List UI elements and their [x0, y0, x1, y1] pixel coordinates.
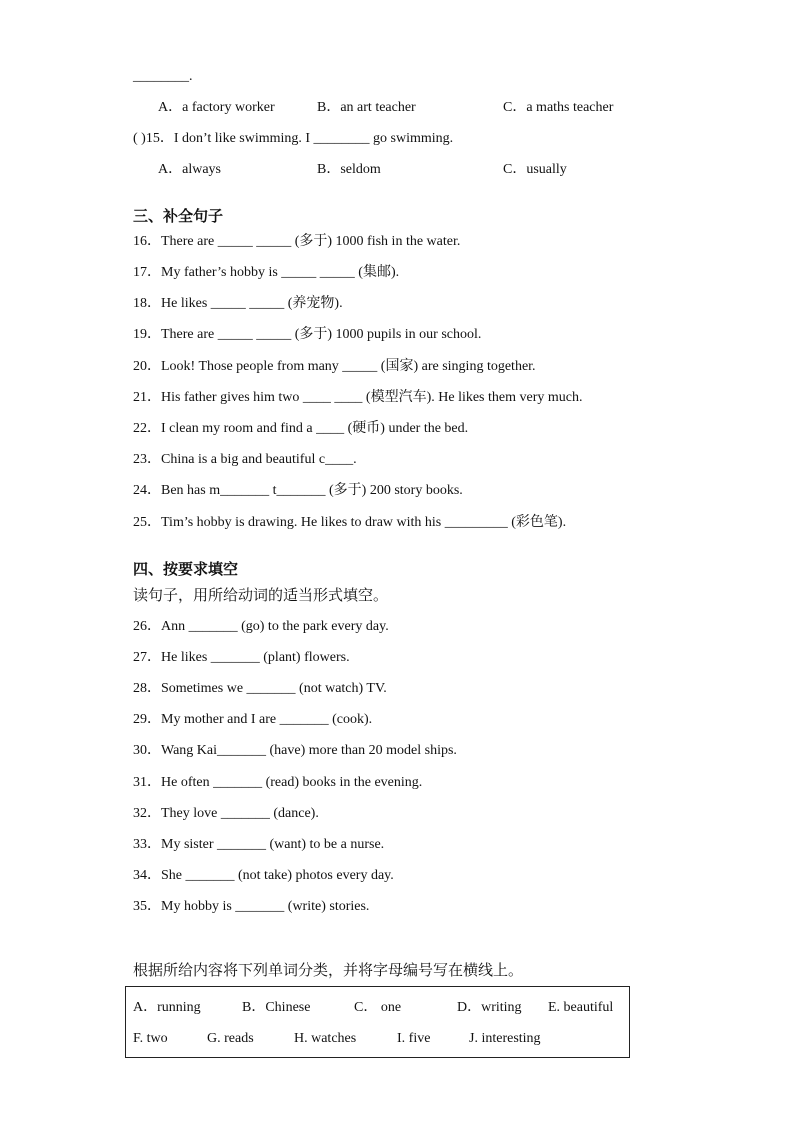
question-25: 25．Tim’s hobby is drawing. He likes to draw with his _________ (彩色笔).	[133, 515, 567, 530]
question-17: 17．My father’s hobby is _____ _____ (集邮).	[133, 265, 400, 280]
question-15: ( )15．I don’t like swimming. I ________ go swimming.	[133, 131, 454, 146]
answer-blank: ________.	[133, 69, 193, 84]
section-4-instruction: 读句子，用所给动词的适当形式填空。	[133, 586, 389, 604]
question-27: 27．He likes _______ (plant) flowers.	[133, 650, 350, 665]
word-f: F. two	[133, 1031, 168, 1046]
question-34: 34．She _______ (not take) photos every day.	[133, 868, 394, 883]
question-29: 29．My mother and I are _______ (cook).	[133, 712, 373, 727]
q15-option-c: C．usually	[503, 162, 567, 177]
question-32: 32．They love _______ (dance).	[133, 806, 319, 821]
section-5-instruction: 根据所给内容将下列单词分类，并将字母编号写在横线上。	[133, 961, 524, 979]
q15-option-b: B．seldom	[317, 162, 381, 177]
word-e: E. beautiful	[548, 1000, 614, 1015]
question-35: 35．My hobby is _______ (write) stories.	[133, 899, 370, 914]
question-28: 28．Sometimes we _______ (not watch) TV.	[133, 681, 387, 696]
question-21: 21．His father gives him two ____ ____ (模型汽车). He likes them very much.	[133, 390, 583, 405]
word-a: A．running	[133, 1000, 201, 1015]
word-g: G. reads	[207, 1031, 254, 1046]
question-26: 26．Ann _______ (go) to the park every day.	[133, 619, 389, 634]
question-23: 23．China is a big and beautiful c____.	[133, 452, 357, 467]
question-31: 31．He often _______ (read) books in the evening.	[133, 775, 423, 790]
word-c: C． one	[354, 1000, 402, 1015]
question-24: 24．Ben has m_______ t_______ (多于) 200 story books.	[133, 483, 463, 498]
q14-option-a: A．a factory worker	[158, 100, 275, 115]
question-33: 33．My sister _______ (want) to be a nurse.	[133, 837, 385, 852]
word-i: I. five	[397, 1031, 431, 1046]
question-16: 16．There are _____ _____ (多于) 1000 fish in the water.	[133, 234, 461, 249]
word-h: H. watches	[294, 1031, 357, 1046]
section-3-title: 三、补全句子	[133, 207, 224, 225]
question-19: 19．There are _____ _____ (多于) 1000 pupils in our school.	[133, 327, 482, 342]
word-b: B．Chinese	[242, 1000, 311, 1015]
q14-option-c: C．a maths teacher	[503, 100, 614, 115]
question-22: 22．I clean my room and find a ____ (硬币) under the bed.	[133, 421, 469, 436]
word-j: J. interesting	[469, 1031, 541, 1046]
question-18: 18．He likes _____ _____ (养宠物).	[133, 296, 343, 311]
question-30: 30．Wang Kai_______ (have) more than 20 model ships.	[133, 743, 457, 758]
q15-option-a: A．always	[158, 162, 221, 177]
section-4-title: 四、按要求填空	[133, 560, 239, 578]
question-20: 20．Look! Those people from many _____ (国家) are singing together.	[133, 359, 536, 374]
word-d: D．writing	[457, 1000, 522, 1015]
word-bank-box	[125, 986, 630, 1058]
q14-option-b: B．an art teacher	[317, 100, 416, 115]
